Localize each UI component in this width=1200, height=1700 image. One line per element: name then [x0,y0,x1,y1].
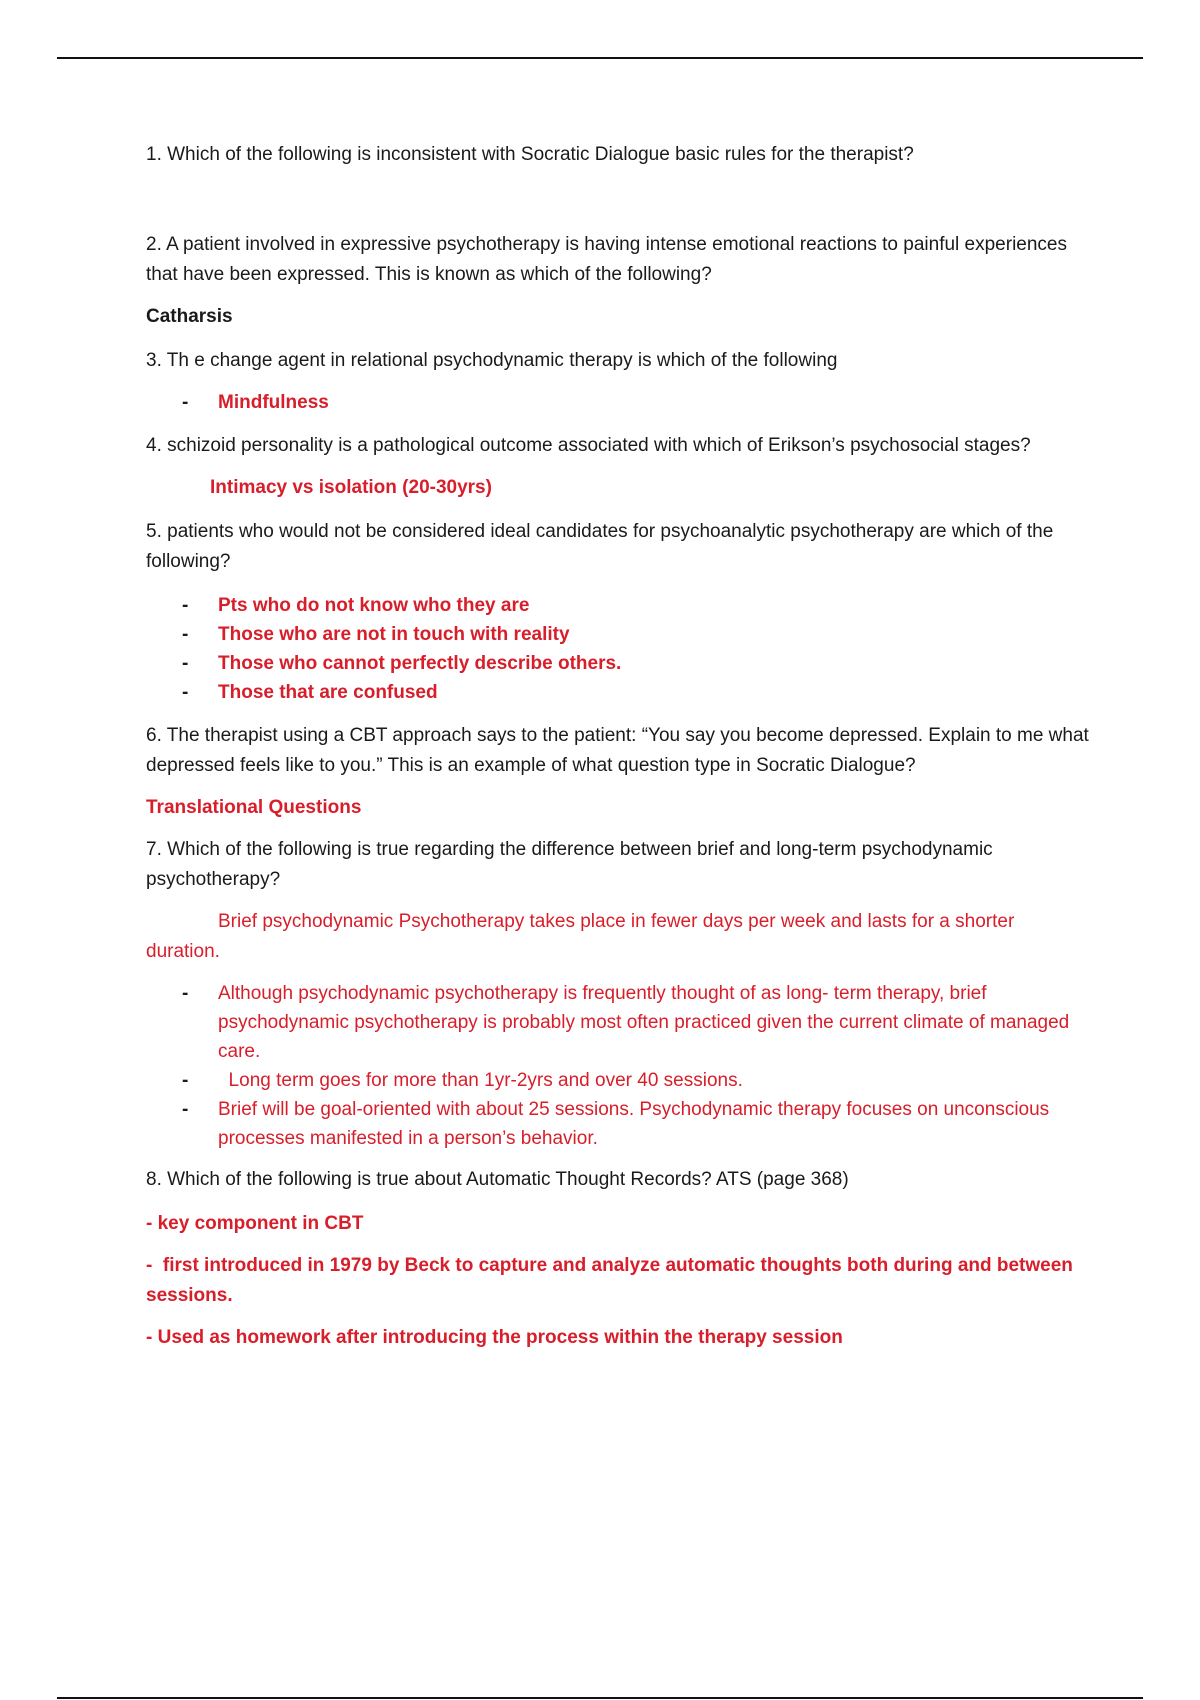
answer-6: Translational Questions [146,797,362,818]
answer-2: Catharsis [146,306,233,327]
question-3: 3. Th e change agent in relational psychodynamic therapy is which of the following [146,350,838,371]
answer-7-item-3: - Brief will be goal-oriented with about 25 sessions. Psychodynamic therapy focuses on unconscious processes manifested in a person’s behavior. [146,1095,1091,1153]
answer-8-item-1: - key component in CBT [146,1213,364,1234]
answer-4: Intimacy vs isolation (20-30yrs) [210,477,492,498]
question-1: 1. Which of the following is inconsistent with Socratic Dialogue basic rules for the therapist? [146,144,914,165]
question-6: 6. The therapist using a CBT approach says to the patient: “You say you become depressed. Explain to me what depressed feels like to you.” This is an example of what question type in Socratic Dialogue? [146,725,1089,776]
answer-5-item-2: - Those who are not in touch with reality [146,620,1091,649]
top-rule [57,57,1143,59]
question-2: 2. A patient involved in expressive psychotherapy is having intense emotional reactions to painful experiences that have been expressed. This is known as which of the following? [146,234,1067,285]
question-4: 4. schizoid personality is a pathological outcome associated with which of Erikson’s psychosocial stages? [146,435,1031,456]
question-7: 7. Which of the following is true regarding the difference between brief and long-term psychodynamic psychotherapy? [146,839,993,890]
answer-list-5 [146,591,1091,707]
answer-list-7 [146,979,1091,1153]
answer-3-item-1: - Mindfulness [146,388,1091,417]
question-8: 8. Which of the following is true about Automatic Thought Records? ATS (page 368) [146,1169,849,1190]
bottom-rule [57,1697,1143,1699]
answer-8-item-3: - Used as homework after introducing the process within the therapy session [146,1327,843,1348]
answer-5-item-3: - Those who cannot perfectly describe others. [146,649,1091,678]
answer-7-item-1: - Although psychodynamic psychotherapy is frequently thought of as long- term therapy, brief psychodynamic psychotherapy is probably most often practiced given the current climate of managed care. [146,979,1091,1066]
answer-7: Brief psychodynamic Psychotherapy takes place in fewer days per week and lasts for a shorter duration. [146,911,1015,962]
answer-list-3 [146,388,1091,417]
answer-8-item-2: - first introduced in 1979 by Beck to capture and analyze automatic thoughts both during and between sessions. [146,1255,1079,1306]
question-5: 5. patients who would not be considered ideal candidates for psychoanalytic psychotherapy are which of the following? [146,521,1054,572]
answer-5-item-4: - Those that are confused [146,678,1091,707]
document-body [146,140,1091,1353]
answer-5-item-1: - Pts who do not know who they are [146,591,1091,620]
answer-7-item-2: - Long term goes for more than 1yr-2yrs and over 40 sessions. [146,1066,1091,1095]
